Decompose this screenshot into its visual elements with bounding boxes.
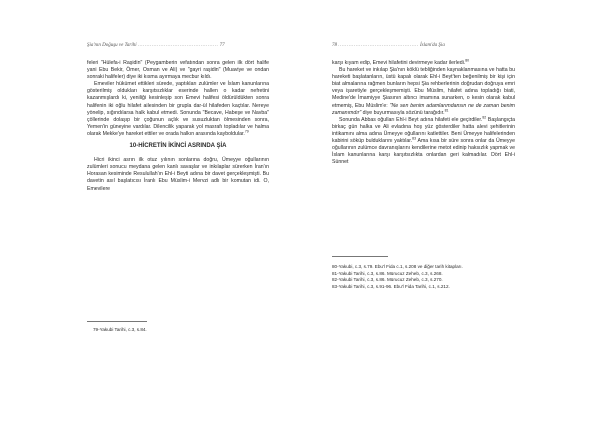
section-heading: 10-HİCRETİN İKİNCİ ASRINDA ŞİA xyxy=(129,143,227,150)
right-page xyxy=(300,0,600,424)
right-body-text xyxy=(332,60,515,166)
left-running-title: Şia'nın Doğuşu ve Tarihi xyxy=(87,43,137,48)
right-footnote-rule xyxy=(332,256,388,257)
right-running-header xyxy=(332,43,445,48)
footnote-81: 81-Yakubi Tarihi, c.3, s.86. Mürucuz Zeheb, c.3, s.268. xyxy=(332,270,443,276)
right-footnotes xyxy=(332,264,515,290)
footnote-82: 82-Yakubi Tarihi, c.3, s.86. Mürucuz Zeheb, c.3, s.270. xyxy=(332,277,443,283)
right-page-number: 78 xyxy=(332,43,337,48)
footnote-ref-83: 83 xyxy=(412,136,417,141)
footnote-ref-80: 80 xyxy=(465,58,470,63)
footnote-83: 83-Yakubi Tarihi, c.3, s.91-96. Ebu'l Fida Tarihi, c.1, s.212. xyxy=(332,283,450,289)
left-footnotes xyxy=(93,327,269,334)
left-paragraph-2: Emeviler hükümet ettikleri sürede, yaptıkları zulümler ve İslam kanunlarına gösterilmiş oldukları karşıtsızlıklar eserinde hallen o kadar nefretini kazanmışlardı ki, yeniliği kesinleşip son Emevi halifesi öldürüldükten sonra halifenin iki oğlu hilafet ailesinden bir grupla dar-ül hilafeden kaçtılar. Nereye yönelip, sığındılarsa halk kabul etmedi. Sonunda "Becave, Habeşe ve Navba" çöllerinde dolaşıp bir çoğunun açlık ve susuzluktan ölmesinden sonra, Yemen'in güneyine vardılar. Dilencilik yaparak yol masrafı topladılar ve halma olarak Mekke'ye hareket ettiler ve orada halkın arasında kayboldular.$^{79}$ xyxy=(87,81,269,137)
left-running-header xyxy=(87,43,225,48)
right-paragraph-1: karşı kıyam edip, Emevi hilafetini devirmeye kadar ilerledi.$^{80}$ xyxy=(332,58,470,66)
left-footnote-rule xyxy=(87,321,147,322)
footnote-ref-81: 81 xyxy=(444,107,449,112)
left-header-dots: .............................................. xyxy=(137,43,219,48)
footnote-79: 79-Yakubi Tarihi, c.3, s.84. xyxy=(93,327,147,332)
right-running-title: İslam'da Şia xyxy=(420,43,445,48)
right-paragraph-3: Sonunda Abbas oğulları Ehl-i Beyt adına hilafeti ele geçirdiler.$^{82}$ Başlangıçta birkaç gün halka ve Ali evladına hoş yüz gösterdiler hatta alevi şehitlerinin intikamını alma adına Ümeyye oğullarını katlettiler. Beni Ümeyye halifelerinden kabirini söküp bulduklarını yaktılar.$^{83}$ Ama kısa bir süre sonra onlar da Ümeyye oğullarının zulümce davranışlarını kendilerine metot edinip haksızlık yapmak ve İslam kanunlarına karşı karşıtsızlıkta onlardan geri kalmadılar. Dört Ehl-i Sünnet xyxy=(332,115,515,166)
footnote-80: 80-Yakubi, c.3, s.79. Ebu'l Fida c.1, s.208 ve diğer tarih kitapları. xyxy=(332,264,463,269)
left-page-number: 77 xyxy=(219,43,225,48)
imam-quote: "Ne sen benim adamlarımdansın ne de zaman benim zamanımdır" xyxy=(332,102,515,116)
footnote-ref-79: 79 xyxy=(244,129,249,134)
left-paragraph-1: feleri "Hülefa-i Raşidin" (Peygamberin vefatından sonra gelen ilk dört halife yani Ebu Bekir, Ömer, Osman ve Ali) ve "gayri raşidin" (Muaviye ve ondan sonraki halifeler) diye iki kısma ayırmaya mecbur kıldı. xyxy=(87,60,269,81)
right-paragraph-2: Bu hareket ve inkılap Şia'nın köklü tebliğinden kaynaklanmasına ve hatta bu hareketi başlatanların, üstü kapalı olarak Ehl-i Beyt'ten beğenilmiş bir kişi için biat almalarına rağmen bunların hepsi Şia rehberlerinin doğrudan doğruya emri veya işaretiyle gerçekleşmemişti. Ebu Müslim, hilafet adına topladığı biati, Medine'de İmamiyye Şiasının altıncı imamına sunarken, o kesin olarak kabul etmemiş, Ebu Müslim'e: "Ne sen benim adamlarımdansın ne de zaman benim zamanımdır" diye buyurmasıyla sözünü tarağıdır.$^{81}$ xyxy=(332,67,515,116)
right-header-dots: .............................................. xyxy=(338,43,419,48)
left-paragraph-3: Hicri ikinci asrın ilk otuz yılının sonlarına doğru, Ümeyye oğullarının zulümleri sonucu meydana gelen kanlı savaşlar ve inkılaplar sürerken İran'ın Horasan kesiminde Resulullah'ın Ehl-i Beyti adına bir davet gerçekleşmişti. Bu davetin asıl başlatıcısı İranlı Ebu Müslim-i Mervzi adlı bir komutan idi. O, Emevilere xyxy=(87,157,269,192)
left-body-text xyxy=(87,60,269,193)
footnote-ref-82: 82 xyxy=(482,115,487,120)
